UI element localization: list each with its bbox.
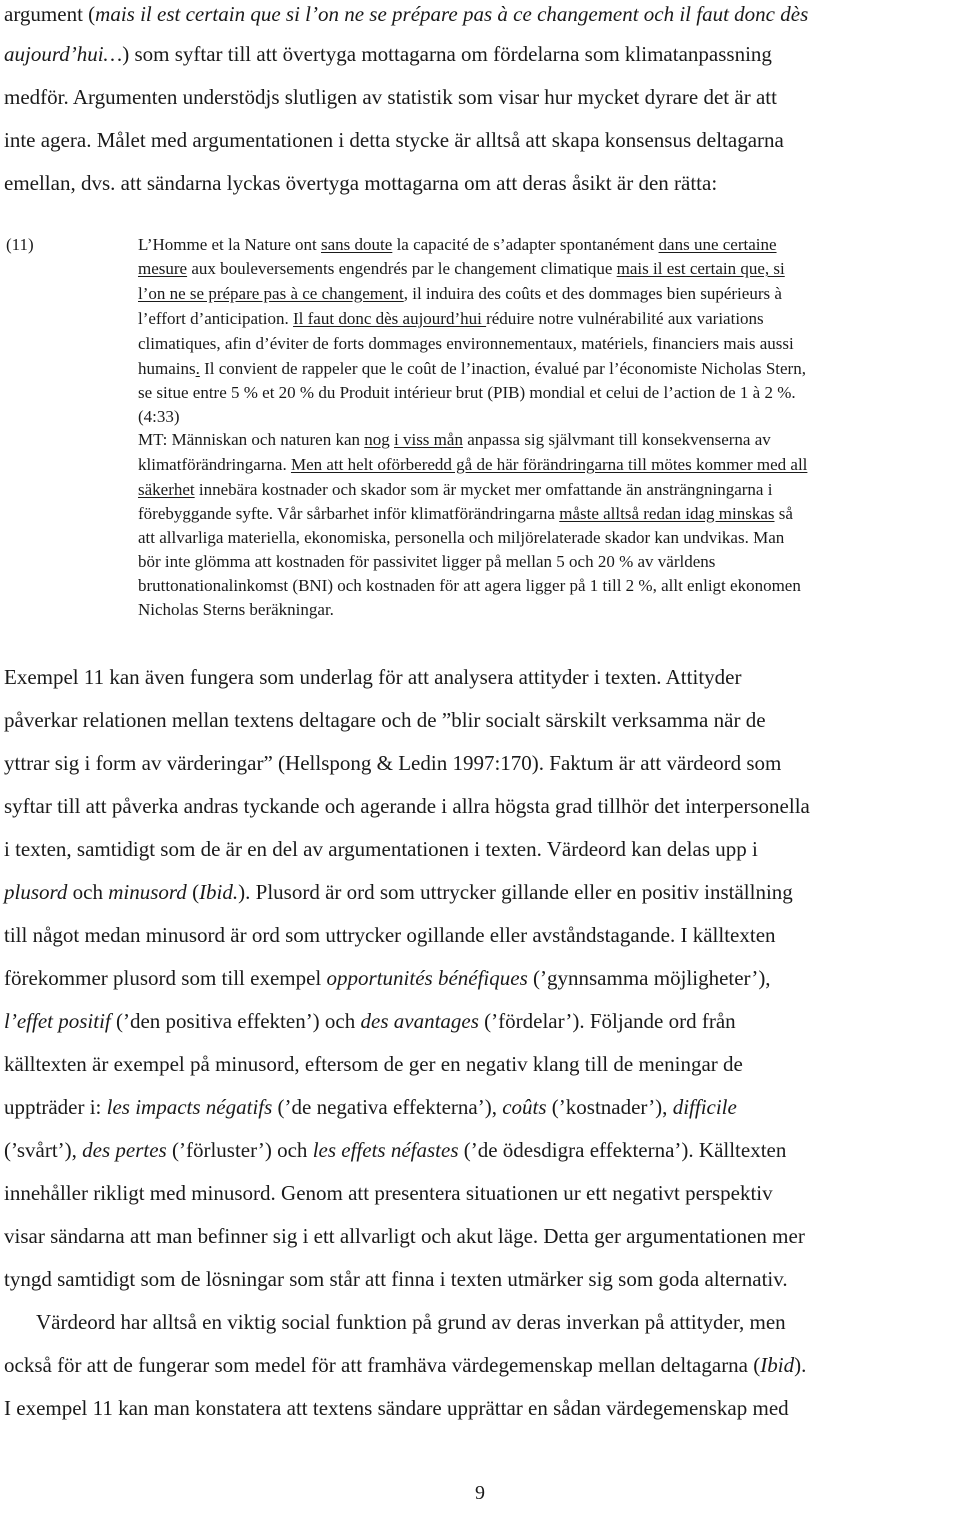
text-span: (4:33) [138, 407, 180, 426]
text-span: l’effort d’anticipation. [138, 309, 293, 328]
paragraph-line [4, 1009, 736, 1034]
paragraph-line [4, 1267, 788, 1292]
text-span: MT: Människan och naturen kan [138, 430, 365, 449]
example-line [138, 504, 793, 524]
example-number: (11) [6, 235, 34, 254]
text-span: förebyggande syfte. Vår sårbarhet inför klimatförändringarna [138, 504, 560, 523]
example-line [138, 383, 796, 403]
paragraph-line [4, 1095, 737, 1120]
underlined-span: l’on ne se prépare pas à ce changement [138, 284, 404, 303]
paragraph-line [4, 923, 776, 948]
text-span: visar sändarna att man befinner sig i ett allvarligt och akut läge. Detta ger argumentationen mer [4, 1224, 805, 1248]
italic-quote: aujourd’hui… [4, 42, 123, 66]
text-span: (’gynnsamma möjligheter’), [527, 966, 771, 990]
text-span: (’fördelar’). Följande ord från [478, 1009, 736, 1033]
paragraph-line [4, 837, 758, 862]
paragraph-line [4, 85, 777, 110]
example-line [138, 359, 806, 379]
underlined-span: i viss mån [394, 430, 463, 449]
example-line [138, 600, 334, 620]
text-span: klimatförändringarna. [138, 455, 291, 474]
underlined-span: . [195, 359, 200, 378]
text-span: uppträder i: [4, 1095, 107, 1119]
text-span: anpassa sig självmant till konsekvenserna av [462, 430, 771, 449]
text-span: att allvarliga materiella, ekonomiska, personella och miljörelaterade skador kan undvikas. Man [138, 528, 785, 547]
text-span: humains [138, 359, 196, 378]
example-line [138, 576, 801, 596]
paragraph-line [4, 966, 771, 991]
text-span: réduire notre vulnérabilité aux variations [486, 309, 764, 328]
italic-term: Ibid [760, 1353, 795, 1377]
text-span: så [774, 504, 793, 523]
text-span: till något medan minusord är ord som uttrycker ogillande eller avståndstagande. I källtexten [4, 923, 776, 947]
text-span: (’de ödesdigra effekterna’). Källtexten [458, 1138, 787, 1162]
text-span: climatiques, afin d’éviter de forts dommages environnementaux, matériels, financiers mais aussi [138, 334, 794, 353]
paragraph-line [4, 665, 741, 690]
underlined-span: mesure [138, 259, 188, 278]
paragraph-line [4, 708, 766, 733]
italic-term: les impacts négatifs [106, 1095, 273, 1119]
paragraph-line [4, 2, 808, 27]
text-span: aux bouleversements engendrés par le changement climatique [187, 259, 617, 278]
text-span: innebära kostnader och skador som är mycket mer omfattande än ansträngningarna i [194, 480, 773, 499]
underlined-span: sans doute [321, 235, 393, 254]
text-span: emellan, dvs. att sändarna lyckas övertyga mottagarna om att deras åsikt är den rätta: [4, 171, 718, 195]
text-span: se situe entre 5 % et 20 % du Produit intérieur brut (PIB) mondial et celui de l’action de 1 à 2 %. [138, 383, 796, 402]
text-span: argument ( [4, 2, 96, 26]
paragraph-line [4, 1181, 773, 1206]
underlined-span: mais il est certain que, si [616, 259, 785, 278]
text-span: L’Homme et la Nature ont [138, 235, 322, 254]
text-span: inte agera. Målet med argumentationen i detta stycke är alltså att skapa konsensus deltagarna [4, 128, 784, 152]
example-line [138, 309, 764, 329]
text-span: (’förluster’) och [166, 1138, 313, 1162]
text-span: förekommer plusord som till exempel [4, 966, 327, 990]
text-span: (’de negativa effekterna’), [272, 1095, 503, 1119]
paragraph-line [4, 128, 784, 153]
paragraph-line [4, 1224, 805, 1249]
text-span: i texten, samtidigt som de är en del av argumentationen i texten. Värdeord kan delas upp i [4, 837, 758, 861]
paragraph-line [4, 794, 810, 819]
text-span: (’svårt’), [4, 1138, 83, 1162]
text-span: (’den positiva effekten’) och [110, 1009, 361, 1033]
example-line [138, 430, 771, 450]
italic-term: coûts [502, 1095, 547, 1119]
text-span: Exempel 11 kan även fungera som underlag för att analysera attityder i texten. Attityder [4, 665, 742, 689]
underlined-span: nog [364, 430, 390, 449]
example-line [138, 528, 784, 548]
paragraph-line [4, 171, 717, 196]
underlined-span: dans une certaine [658, 235, 777, 254]
underlined-span: måste alltså redan idag minskas [559, 504, 775, 523]
text-span: och [67, 880, 109, 904]
text-span: Nicholas Sterns beräkningar. [138, 600, 334, 619]
text-span: ( [186, 880, 200, 904]
example-line [138, 259, 785, 279]
italic-term: les effets néfastes [312, 1138, 459, 1162]
paragraph-line [4, 751, 781, 776]
text-span: la capacité de s’adapter spontanément [392, 235, 659, 254]
italic-term: minusord [108, 880, 187, 904]
text-span: Il convient de rappeler que le coût de l’inaction, évalué par l’économiste Nicholas Stern, [199, 359, 806, 378]
text-span: källtexten är exempel på minusord, eftersom de ger en negativ klang till de meningar de [4, 1052, 743, 1076]
paragraph-line [4, 1138, 786, 1163]
example-line [138, 407, 180, 427]
underlined-span: säkerhet [138, 480, 195, 499]
italic-term: difficile [672, 1095, 737, 1119]
paragraph-line [4, 880, 793, 905]
italic-term: des pertes [82, 1138, 167, 1162]
italic-term: Ibid. [199, 880, 239, 904]
text-span: ) som syftar till att övertyga mottagarna om fördelarna som klimatanpassning [122, 42, 772, 66]
text-span: bruttonationalinkomst (BNI) och kostnaden för att agera ligger på 1 till 2 %, allt enligt ekonomen [138, 576, 801, 595]
text-span: bör inte glömma att kostnaden för passivitet ligger på mellan 5 och 20 % av världens [138, 552, 716, 571]
text-span: Värdeord har alltså en viktig social funktion på grund av deras inverkan på attityder, men [36, 1310, 786, 1334]
text-span: I exempel 11 kan man konstatera att textens sändare upprättar en sådan värdegemenskap med [4, 1396, 789, 1420]
text-span: också för att de fungerar som medel för att framhäva värdegemenskap mellan deltagarna ( [4, 1353, 761, 1377]
page-number: 9 [475, 1482, 485, 1504]
underlined-span: Il faut donc dès aujourd’hui [293, 309, 487, 328]
text-span: syftar till att påverka andras tyckande och agerande i allra högsta grad tillhör det interpersonella [4, 794, 810, 818]
italic-term: plusord [4, 880, 68, 904]
example-line [138, 284, 782, 304]
example-line [138, 552, 715, 572]
underlined-span: Men att helt oförberedd gå de här förändringarna till mötes kommer med all [290, 455, 808, 474]
text-span: (’kostnader’), [546, 1095, 673, 1119]
paragraph-line [4, 42, 772, 67]
text-span: ). Plusord är ord som uttrycker gillande eller en positiv inställning [238, 880, 793, 904]
italic-term: des avantages [360, 1009, 479, 1033]
example-line [138, 235, 777, 255]
text-span: medför. Argumenten understödjs slutligen av statistik som visar hur mycket dyrare det är att [4, 85, 777, 109]
text-span: ). [794, 1353, 807, 1377]
text-span: tyngd samtidigt som de lösningar som står att finna i texten utmärker sig som goda alternativ. [4, 1267, 788, 1291]
example-line [138, 334, 794, 354]
example-line [138, 455, 807, 475]
text-span: , il induira des coûts et des dommages bien supérieurs à [403, 284, 782, 303]
example-line [138, 480, 772, 500]
text-span: yttrar sig i form av värderingar” (Hellspong & Ledin 1997:170). Faktum är att värdeord som [4, 751, 782, 775]
text-span: påverkar relationen mellan textens deltagare och de ”blir socialt särskilt verksamma när de [4, 708, 766, 732]
paragraph-line [36, 1310, 786, 1335]
paragraph-line [4, 1353, 806, 1378]
paragraph-line [4, 1052, 743, 1077]
italic-quote: mais il est certain que si l’on ne se prépare pas à ce changement och il faut donc dès [95, 2, 809, 26]
italic-term: l’effet positif [4, 1009, 111, 1033]
paragraph-line [4, 1396, 789, 1421]
text-span: innehåller rikligt med minusord. Genom att presentera situationen ur ett negativt perspektiv [4, 1181, 773, 1205]
italic-term: opportunités bénéfiques [326, 966, 528, 990]
